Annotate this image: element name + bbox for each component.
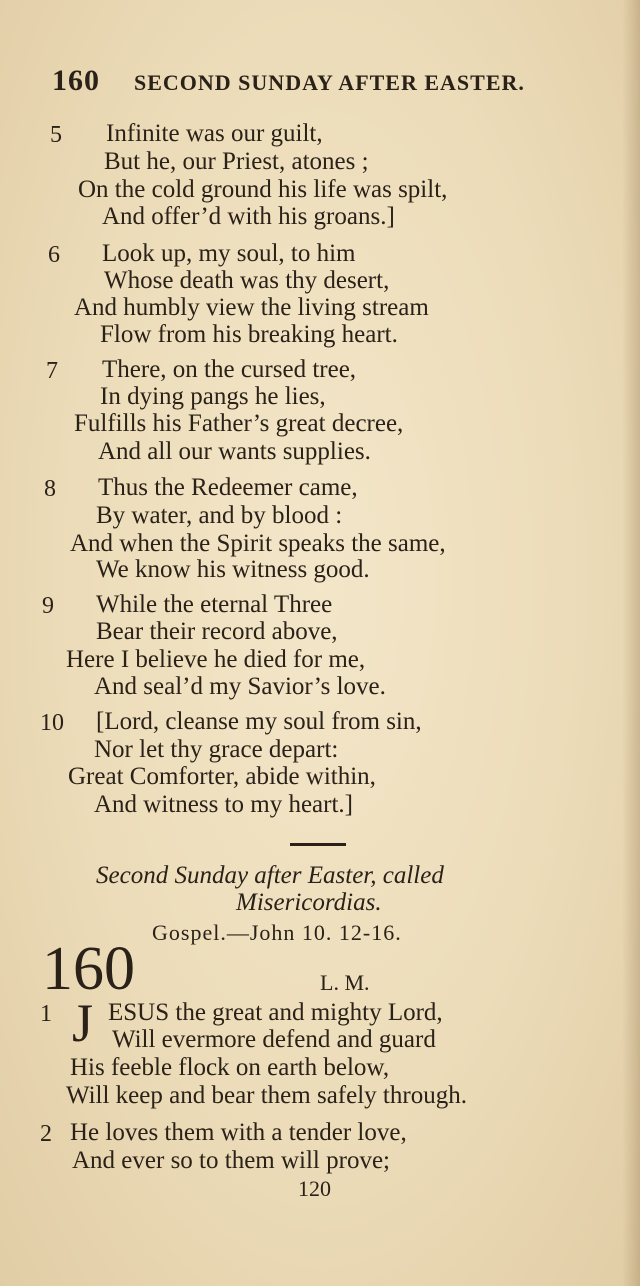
verse-line: His feeble flock on earth below, <box>70 1054 390 1081</box>
verse-line: In dying pangs he lies, <box>100 383 326 410</box>
drop-cap: J <box>72 993 94 1053</box>
verse-line: Will keep and bear them safely through. <box>66 1082 467 1109</box>
verse-line: And all our wants supplies. <box>98 438 371 465</box>
verse-line: And witness to my heart.] <box>94 791 353 818</box>
running-title: SECOND SUNDAY AFTER EASTER. <box>134 70 525 95</box>
verse-line: And ever so to them will prove; <box>72 1147 390 1174</box>
verse-number: 6 <box>48 242 60 268</box>
section-heading-continued: Misericordias. <box>236 889 382 916</box>
verse-line: On the cold ground his life was spilt, <box>78 176 448 203</box>
verse-line: Flow from his breaking heart. <box>100 321 398 348</box>
verse-number: 7 <box>46 358 58 384</box>
header-page-number: 160 <box>52 64 100 97</box>
verse-line: Great Comforter, abide within, <box>68 763 376 790</box>
verse-line: And when the Spirit speaks the same, <box>70 530 446 557</box>
verse-line: Fulfills his Father’s great decree, <box>74 410 404 437</box>
verse-line: And offer’d with his groans.] <box>102 203 395 230</box>
verse-number: 1 <box>40 1001 52 1027</box>
gospel-reference: Gospel.—John 10. 12-16. <box>152 920 402 945</box>
verse-line: Whose death was thy desert, <box>104 267 390 294</box>
verse-line: But he, our Priest, atones ; <box>104 148 369 175</box>
verse-line: Infinite was our guilt, <box>106 120 323 147</box>
verse-number: 5 <box>50 122 62 148</box>
section-divider <box>290 843 346 846</box>
hymn-number: 160 <box>42 935 135 1003</box>
verse-line: Thus the Redeemer came, <box>98 474 358 501</box>
verse-line: ESUS the great and mighty Lord, <box>108 999 443 1026</box>
verse-line: We know his witness good. <box>96 556 370 583</box>
verse-number: 2 <box>40 1121 52 1147</box>
verse-line: Bear their record above, <box>96 618 338 645</box>
verse-line: And humbly view the living stream <box>74 294 429 321</box>
verse-line: Will evermore defend and guard <box>112 1026 436 1053</box>
verse-line: While the eternal Three <box>96 591 333 618</box>
verse-line: Nor let thy grace depart: <box>94 736 339 763</box>
hymn-meter: L. M. <box>320 970 370 995</box>
verse-line: By water, and by blood : <box>96 502 343 529</box>
verse-line: There, on the cursed tree, <box>102 356 357 383</box>
verse-line: And seal’d my Savior’s love. <box>94 673 386 700</box>
verse-number: 9 <box>42 593 54 619</box>
verse-number: 8 <box>44 476 56 502</box>
section-heading: Second Sunday after Easter, called <box>96 862 444 889</box>
verse-number: 10 <box>40 710 64 736</box>
verse-line: Here I believe he died for me, <box>66 646 366 673</box>
verse-line: Look up, my soul, to him <box>102 240 356 267</box>
page-edge-shadow <box>622 0 640 1286</box>
verse-line: [Lord, cleanse my soul from sin, <box>96 708 422 735</box>
footer-page-number: 120 <box>298 1176 331 1201</box>
verse-line: He loves them with a tender love, <box>70 1119 407 1146</box>
